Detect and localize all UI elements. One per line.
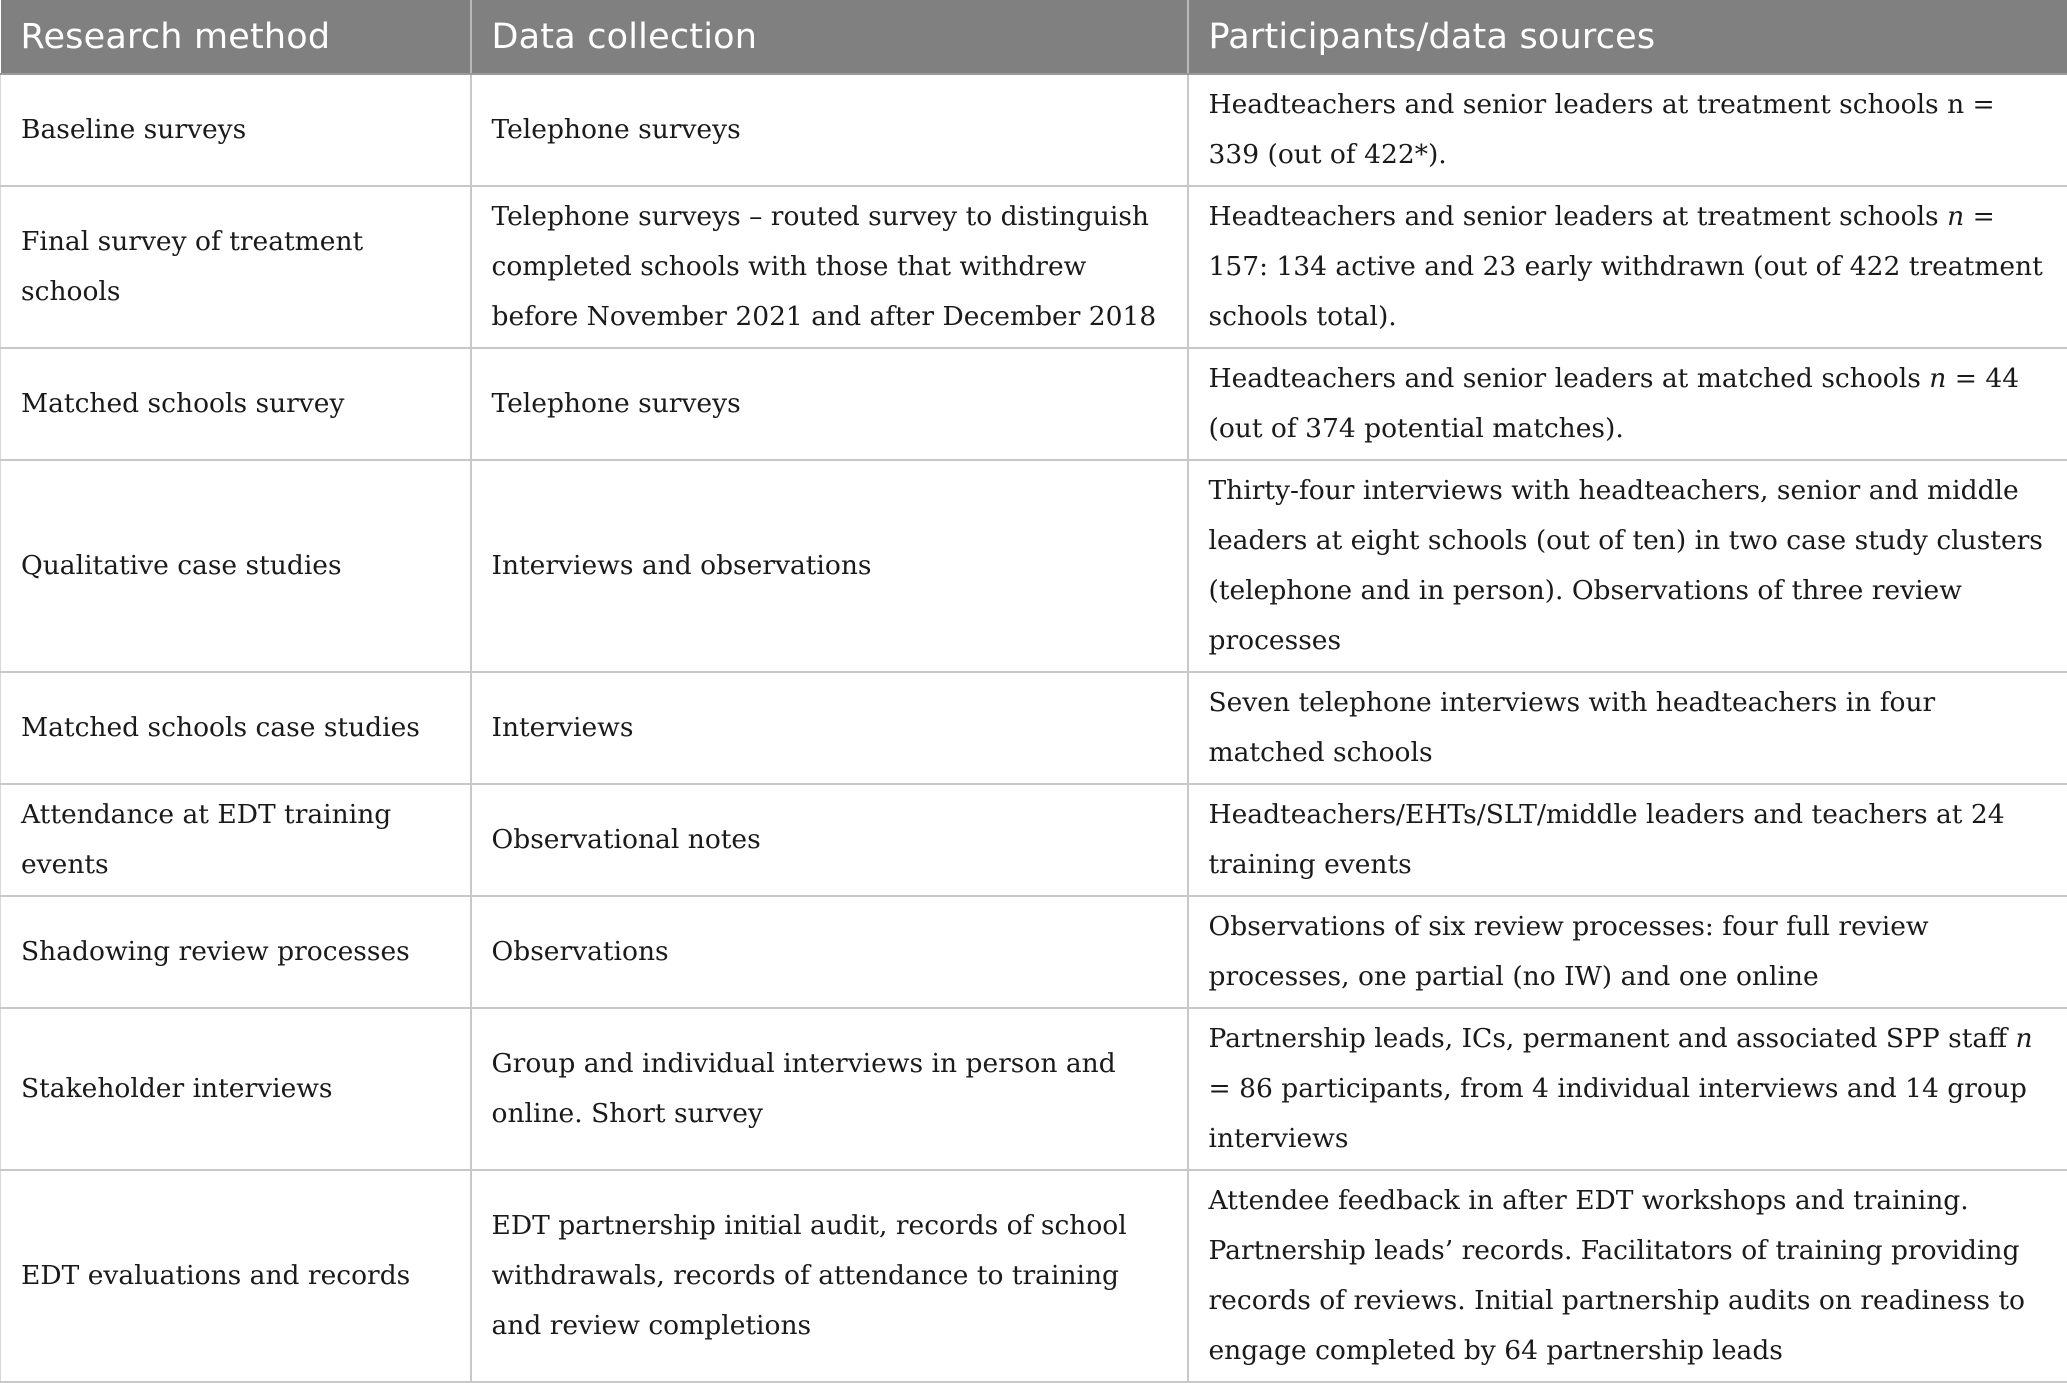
- cell-method: Attendance at EDT training events: [1, 784, 471, 896]
- table-row: [1, 460, 2067, 672]
- cell-collection: Interviews and observations: [471, 460, 1188, 672]
- n-symbol: n: [2015, 1023, 2032, 1054]
- cell-participants: Observations of six review processes: four full review processes, one partial (no IW) and one online: [1188, 896, 2067, 1008]
- cell-participants: Seven telephone interviews with headteachers in four matched schools: [1188, 672, 2067, 784]
- cell-participants: Thirty-four interviews with headteachers, senior and middle leaders at eight schools (out of ten) in two case study clusters (telephone and in person). Observations of three review processes: [1188, 460, 2067, 672]
- cell-method: Qualitative case studies: [1, 460, 471, 672]
- n-symbol: n: [1929, 363, 1946, 394]
- table-row: [1, 348, 2067, 460]
- cell-collection: Observational notes: [471, 784, 1188, 896]
- table-row: [1, 1170, 2067, 1382]
- cell-collection: Observations: [471, 896, 1188, 1008]
- table-body: [1, 74, 2067, 1382]
- cell-method: Stakeholder interviews: [1, 1008, 471, 1170]
- cell-participants: [1188, 1008, 2067, 1170]
- table-row: [1, 74, 2067, 186]
- cell-participants: Attendee feedback in after EDT workshops and training. Partnership leads’ records. Facilitators of training providing records of reviews. Initial partnership audits on readiness to engage completed by 64 partnership leads: [1188, 1170, 2067, 1382]
- table-row: [1, 896, 2067, 1008]
- header-row: [1, 0, 2067, 74]
- cell-method: Baseline surveys: [1, 74, 471, 186]
- n-symbol: n: [1947, 201, 1964, 232]
- participants-text: = 44 (out of 374 potential matches).: [1209, 363, 2020, 444]
- table-row: [1, 1008, 2067, 1170]
- table-row: [1, 784, 2067, 896]
- cell-method: EDT evaluations and records: [1, 1170, 471, 1382]
- participants-text: Headteachers and senior leaders at matched schools: [1209, 363, 1930, 394]
- cell-collection: Telephone surveys – routed survey to distinguish completed schools with those that withdrew before November 2021 and after December 2018: [471, 186, 1188, 348]
- cell-participants: [1188, 186, 2067, 348]
- participants-text: Partnership leads, ICs, permanent and associated SPP staff: [1209, 1023, 2016, 1054]
- participants-text: Headteachers and senior leaders at treatment schools: [1209, 201, 1948, 232]
- header-data-collection: Data collection: [471, 0, 1188, 74]
- cell-method: Shadowing review processes: [1, 896, 471, 1008]
- cell-collection: Group and individual interviews in person and online. Short survey: [471, 1008, 1188, 1170]
- cell-collection: Telephone surveys: [471, 348, 1188, 460]
- cell-collection: EDT partnership initial audit, records of school withdrawals, records of attendance to training and review completions: [471, 1170, 1188, 1382]
- cell-collection: Telephone surveys: [471, 74, 1188, 186]
- cell-collection: Interviews: [471, 672, 1188, 784]
- cell-participants: [1188, 348, 2067, 460]
- header-participants: Participants/data sources: [1188, 0, 2067, 74]
- cell-participants: Headteachers/EHTs/SLT/middle leaders and teachers at 24 training events: [1188, 784, 2067, 896]
- table-row: [1, 672, 2067, 784]
- cell-method: Final survey of treatment schools: [1, 186, 471, 348]
- cell-method: Matched schools survey: [1, 348, 471, 460]
- participants-text: = 86 participants, from 4 individual interviews and 14 group interviews: [1209, 1073, 2027, 1154]
- table-row: [1, 186, 2067, 348]
- cell-participants: Headteachers and senior leaders at treatment schools n = 339 (out of 422*).: [1188, 74, 2067, 186]
- cell-method: Matched schools case studies: [1, 672, 471, 784]
- participants-text: = 157: 134 active and 23 early withdrawn (out of 422 treatment schools total).: [1209, 201, 2043, 332]
- header-research-method: Research method: [1, 0, 471, 74]
- table-header: [1, 0, 2067, 74]
